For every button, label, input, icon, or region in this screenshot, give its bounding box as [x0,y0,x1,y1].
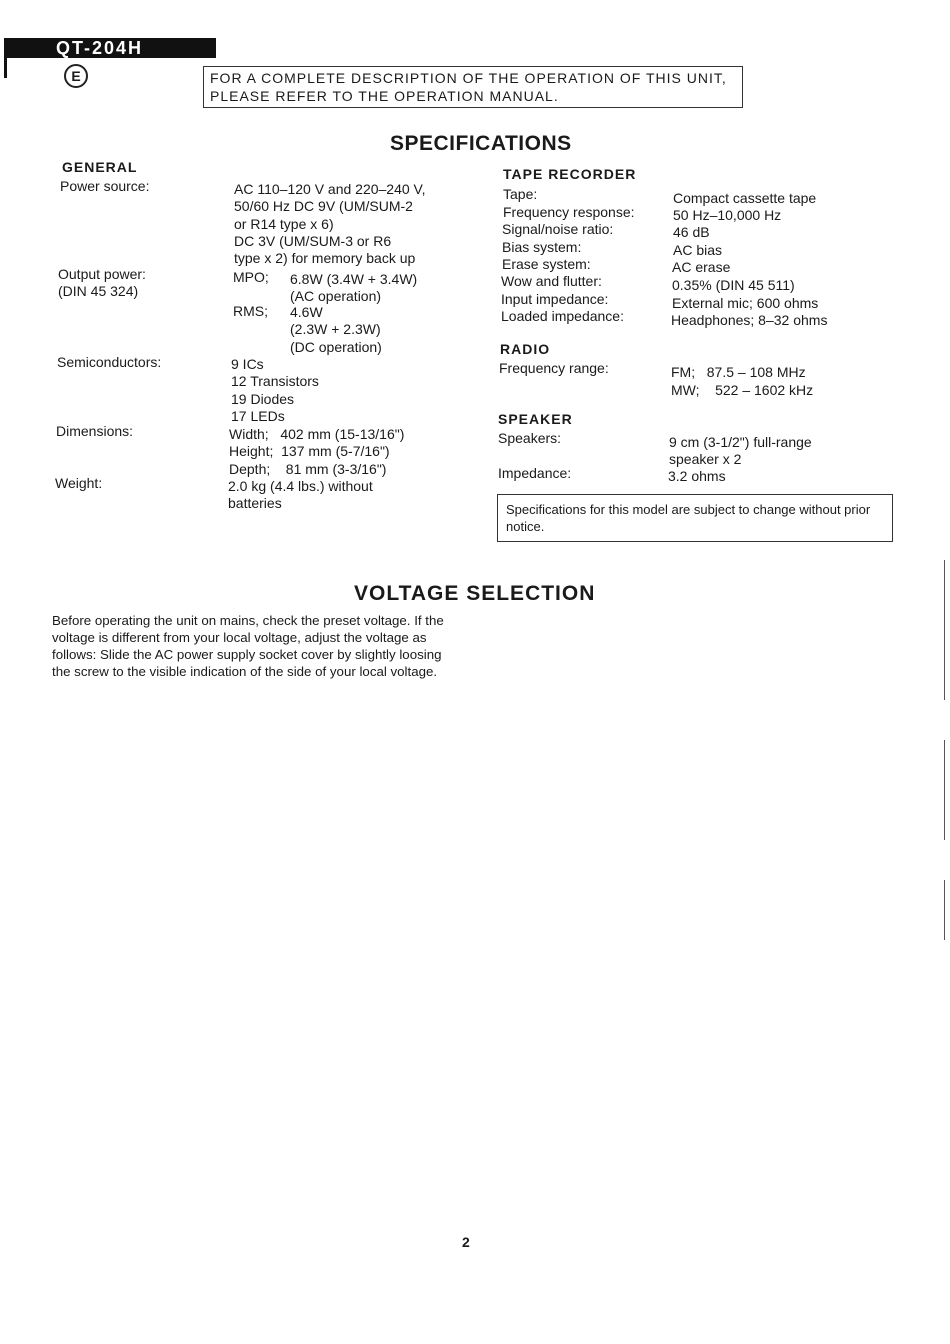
weight-value: 2.0 kg (4.4 lbs.) without batteries [228,478,373,512]
power-source-value: AC 110–120 V and 220–240 V, 50/60 Hz DC 9V (UM/SUM-2 or R14 type x 6) DC 3V (UM/SUM-3 or R6 type x 2) for memory back up [234,181,426,267]
general-heading: GENERAL [62,159,138,175]
mpo-label: MPO; [233,269,269,285]
mpo-value: 6.8W (3.4W + 3.4W) (AC operation) [290,271,418,305]
frequency-response-label: Frequency response: [503,204,635,220]
speakers-label: Speakers: [498,430,562,446]
rms-value: 4.6W (2.3W + 2.3W) (DC operation) [290,304,382,355]
wow-flutter-label: Wow and flutter: [501,273,602,289]
bias-system-label: Bias system: [502,239,582,255]
right-edge-rule [944,880,945,940]
page-number: 2 [462,1234,470,1250]
semiconductors-value: 9 ICs 12 Transistors 19 Diodes 17 LEDs [231,356,319,424]
weight-label: Weight: [55,475,103,491]
voltage-selection-text: Before operating the unit on mains, check the preset voltage. If the voltage is different from your local voltage, adjust the voltage as follows: Slide the AC power supply socket cover by slightly loosing the screw to the visible indication of the side of your local voltage. [52,613,444,679]
impedance-label: Impedance: [498,465,572,481]
dimensions-label: Dimensions: [56,423,134,439]
semiconductors-label: Semiconductors: [57,354,162,370]
operation-manual-notice: FOR A COMPLETE DESCRIPTION OF THE OPERATION OF THIS UNIT, PLEASE REFER TO THE OPERATION MANUAL. [203,66,743,108]
input-impedance-value: External mic; 600 ohms [672,295,819,311]
loaded-impedance-value: Headphones; 8–32 ohms [671,312,828,328]
tape-label: Tape: [503,186,538,202]
radio-heading: RADIO [500,341,551,357]
erase-system-value: AC erase [672,259,731,275]
specification-change-notice: Specifications for this model are subject to change without prior notice. [497,494,893,542]
rms-label: RMS; [233,303,268,319]
power-source-label: Power source: [60,178,150,194]
fm-range-value: FM; 87.5 – 108 MHz [671,364,806,380]
output-power-label: Output power: (DIN 45 324) [58,266,146,300]
specifications-title: SPECIFICATIONS [390,132,572,155]
frequency-response-value: 50 Hz–10,000 Hz [673,207,782,223]
erase-system-label: Erase system: [502,256,591,272]
signal-noise-label: Signal/noise ratio: [502,221,614,237]
right-edge-rule [944,740,945,840]
signal-noise-value: 46 dB [673,224,710,240]
dimensions-value: Width; 402 mm (15-13/16") Height; 137 mm (5-7/16") Depth; 81 mm (3-3/16") [229,426,405,477]
bias-system-value: AC bias [673,242,723,258]
voltage-selection-title: VOLTAGE SELECTION [354,582,596,605]
loaded-impedance-label: Loaded impedance: [501,308,624,324]
impedance-value: 3.2 ohms [668,468,726,484]
frequency-range-label: Frequency range: [499,360,609,376]
language-mark: E [64,64,88,88]
tape-value: Compact cassette tape [673,190,817,206]
wow-flutter-value: 0.35% (DIN 45 511) [672,277,795,293]
speaker-heading: SPEAKER [498,411,573,427]
tape-recorder-heading: TAPE RECORDER [503,166,637,182]
mw-range-value: MW; 522 – 1602 kHz [671,382,814,398]
speakers-value: 9 cm (3-1/2") full-range speaker x 2 [669,434,812,468]
model-code-bar: QT-204H [6,38,216,58]
right-edge-rule [944,560,945,700]
input-impedance-label: Input impedance: [501,291,609,307]
